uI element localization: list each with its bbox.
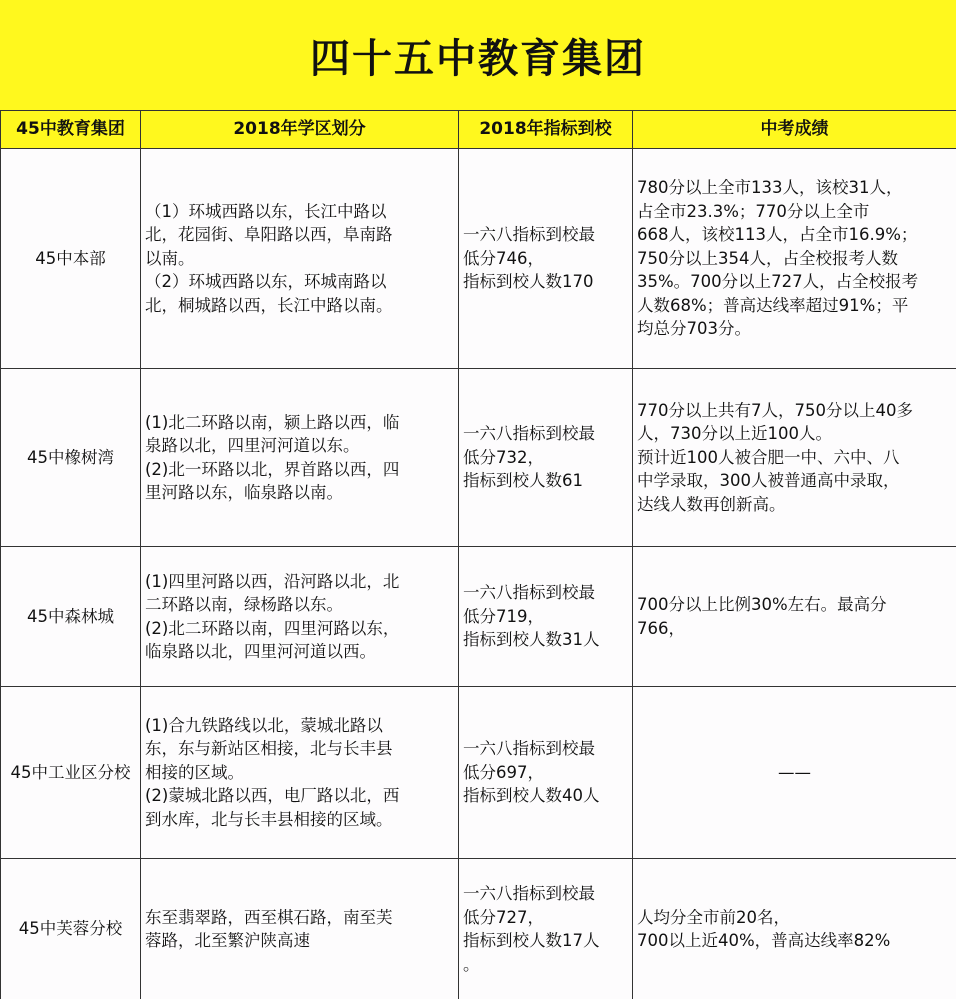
school-name: 45中芙蓉分校 [1, 859, 141, 999]
results-cell: —— [633, 687, 956, 859]
table-header-row [1, 111, 956, 149]
table-row [1, 547, 956, 687]
quota-cell: 一六八指标到校最 低分719， 指标到校人数31人 [459, 547, 633, 687]
results-cell: 人均分全市前20名， 700以上近40%，普高达线率82% [633, 859, 956, 999]
results-cell: 700分以上比例30%左右。最高分 766， [633, 547, 956, 687]
table-row [1, 149, 956, 369]
district-cell: （1）环城西路以东，长江中路以 北，花园街、阜阳路以西，阜南路 以南。 （2）环城西路以东，环城南路以 北，桐城路以西，长江中路以南。 [141, 149, 459, 369]
quota-cell: 一六八指标到校最 低分746， 指标到校人数170 [459, 149, 633, 369]
district-cell: (1)四里河路以西，沿河路以北，北 二环路以南，绿杨路以东。 (2)北二环路以南，四里河路以东， 临泉路以北，四里河河道以西。 [141, 547, 459, 687]
header-quota: 2018年指标到校 [459, 111, 633, 149]
table-row [1, 687, 956, 859]
school-name: 45中橡树湾 [1, 369, 141, 547]
quota-cell: 一六八指标到校最 低分727， 指标到校人数17人 。 [459, 859, 633, 999]
district-cell: (1)合九铁路线以北，蒙城北路以 东，东与新站区相接，北与长丰县 相接的区域。 (2)蒙城北路以西，电厂路以北，西 到水库，北与长丰县相接的区域。 [141, 687, 459, 859]
quota-cell: 一六八指标到校最 低分732， 指标到校人数61 [459, 369, 633, 547]
header-district: 2018年学区划分 [141, 111, 459, 149]
district-cell: 东至翡翠路，西至棋石路，南至芙 蓉路，北至繁沪陕高速 [141, 859, 459, 999]
school-name: 45中森林城 [1, 547, 141, 687]
district-cell: (1)北二环路以南，颍上路以西，临 泉路以北，四里河河道以东。 (2)北一环路以北，界首路以西，四 里河路以东，临泉路以南。 [141, 369, 459, 547]
results-cell: 770分以上共有7人，750分以上40多 人，730分以上近100人。 预计近100人被合肥一中、六中、八 中学录取，300人被普通高中录取， 达线人数再创新高。 [633, 369, 956, 547]
quota-cell: 一六八指标到校最 低分697， 指标到校人数40人 [459, 687, 633, 859]
school-table [0, 110, 956, 999]
page-title: 四十五中教育集团 [0, 0, 956, 111]
header-results: 中考成绩 [633, 111, 956, 149]
results-cell: 780分以上全市133人，该校31人， 占全市23.3%；770分以上全市 668人，该校113人，占全市16.9%； 750分以上354人，占全校报考人数 35%。700分以上727人，占全校报考 人数68%；普高达线率超过91%；平 均总分703分。 [633, 149, 956, 369]
school-name: 45中工业区分校 [1, 687, 141, 859]
school-name: 45中本部 [1, 149, 141, 369]
table-row [1, 859, 956, 999]
table-row [1, 369, 956, 547]
header-group: 45中教育集团 [1, 111, 141, 149]
